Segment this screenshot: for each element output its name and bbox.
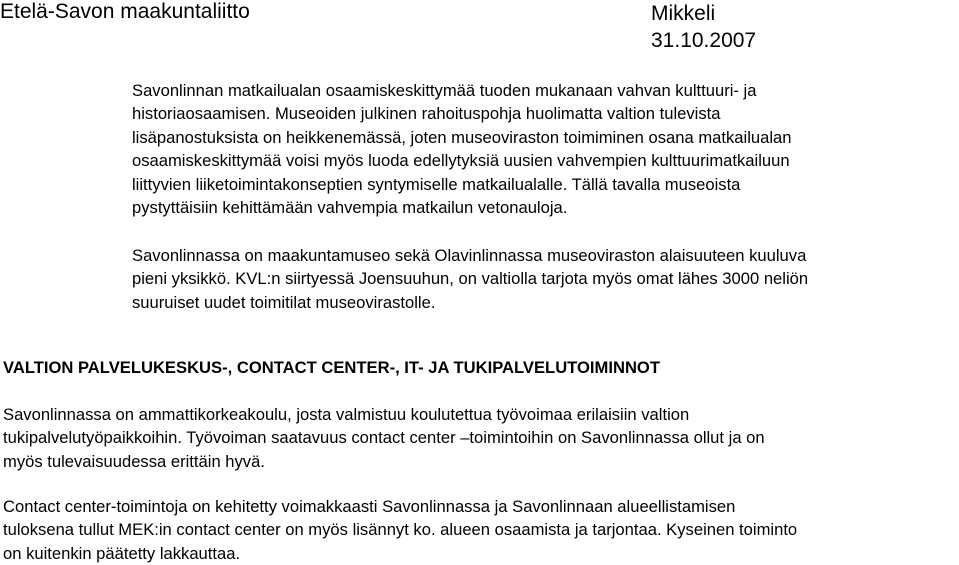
page-header: [0, 0, 959, 60]
text-line: pieni yksikkö. KVL:n siirtyessä Joensuuhun, on valtiolla tarjota myös omat lähes 3000 neliön: [132, 269, 809, 289]
text-line: historiaosaamisen. Museoiden julkinen rahoituspohja huolimatta valtion tulevista: [132, 104, 721, 124]
text-line: lisäpanostuksista on heikkenemässä, joten museoviraston toimiminen osana matkailualan: [132, 127, 792, 147]
text-line: on kuitenkin päätetty lakkauttaa.: [3, 543, 241, 563]
text-line: pystyttäisiin kehittämään vahvempia matkailun vetonauloja.: [132, 198, 568, 218]
text-line: tukipalvelutyöpaikkoihin. Työvoiman saatavuus contact center –toimintoihin on Savonlinnassa ollut ja on: [3, 428, 765, 448]
paragraph-polytechnic: [3, 403, 765, 473]
paragraph-contact-center: [3, 495, 797, 565]
document-date: 31.10.2007: [651, 29, 757, 52]
text-line: myös tulevaisuudessa erittäin hyvä.: [3, 451, 265, 471]
text-line: Savonlinnassa on maakuntamuseo sekä Olavinlinnassa museoviraston alaisuuteen kuuluva: [132, 246, 807, 265]
organization-name: Etelä-Savon maakuntaliitto: [0, 0, 250, 23]
section-heading: VALTION PALVELUKESKUS-, CONTACT CENTER-, IT- JA TUKIPALVELUTOIMINNOT: [3, 358, 660, 377]
text-line: Savonlinnan matkailualan osaamiskeskittymää tuoden mukanaan vahvan kulttuuri- ja: [132, 81, 757, 100]
text-line: Contact center-toimintoja on kehitetty voimakkaasti Savonlinnassa ja Savonlinnaan alueellistamisen: [3, 497, 736, 516]
text-line: osaamiskeskittymää voisi myös luoda edellytyksiä uusien vahvempien kulttuurimatkailuun: [132, 151, 790, 171]
text-line: liittyvien liiketoimintakonseptien syntymiselle matkailualalle. Tällä tavalla museoista: [132, 174, 741, 194]
paragraph-museum-premises: [132, 244, 808, 314]
text-line: Savonlinnassa on ammattikorkeakoulu, josta valmistuu koulutettua työvoimaa erilaisiin valtion: [3, 405, 690, 424]
text-line: suuruiset uudet toimitilat museovirastolle.: [132, 292, 436, 312]
location: Mikkeli: [651, 2, 716, 25]
text-line: tuloksena tullut MEK:in contact center on myös lisännyt ko. alueen osaamista ja tarjontaa. Kyseinen toiminto: [3, 520, 798, 540]
paragraph-tourism-museums: [132, 79, 792, 219]
header-location-date: [651, 0, 756, 54]
